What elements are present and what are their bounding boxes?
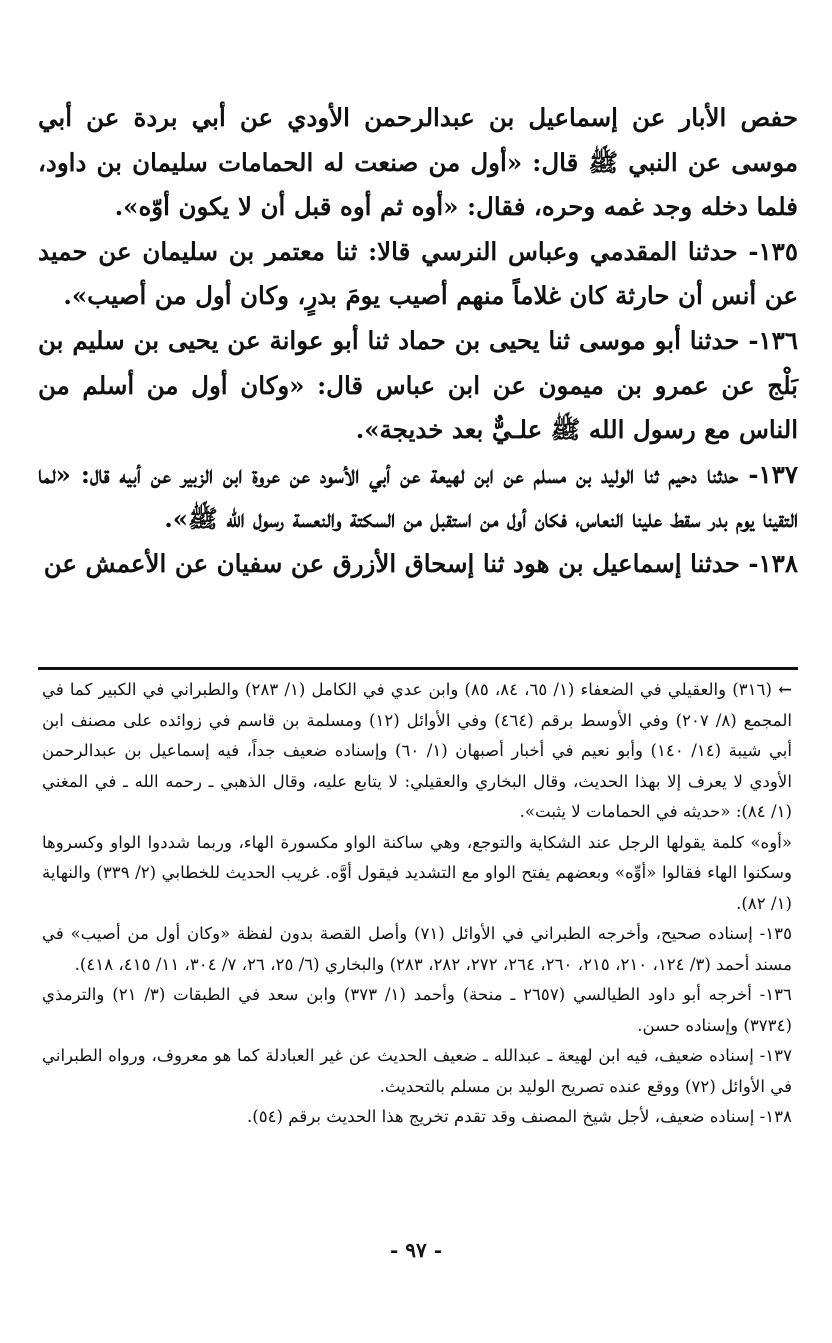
footnote-316 bbox=[42, 674, 792, 828]
footnote-135: ١٣٥- إسناده صحيح، وأخرجه الطبراني في الأوائل (٧١) وأصل القصة بدون لفظة «وكان أول من أصيب» في مسند أحمد (٣/ ١٢٤، ٢١٠، ٢١٥، ٢٦٠، ٢٦٤، ٢٧٢، ٢٨٢، ٢٨٣) والبخاري (٦/ ٢٥، ٢٦، ٧/ ٣٠٤، ١١/ ٤١٥، ٤١٨). bbox=[42, 924, 792, 974]
footnote-137: ١٣٧- إسناده ضعيف، فيه ابن لهيعة ـ عبدالله ـ ضعيف الحديث عن غير العبادلة كما هو معروف، ورواه الطبراني في الأوائل (٧٢) ووقع عنده تصريح الوليد بن مسلم بالتحديث. bbox=[42, 1046, 792, 1096]
footnotes bbox=[42, 674, 792, 1133]
hadith-text: - حدثنا دحيم ثنا الوليد بن مسلم عن ابن لهيعة عن أبي الأسود عن عروة ابن الزبير عن أبيه قال: «لما التقينا يوم بدر سقط علينا النعاس، فكان أول من استقبل من السكتة والنعسة رسول الله ﷺ». bbox=[38, 459, 798, 534]
hadith-138 bbox=[38, 542, 798, 587]
hadith-intro: حفص الأبار عن إسماعيل بن عبدالرحمن الأودي عن أبي بردة عن أبي موسى عن النبي ﷺ قال: «أول من صنعت له الحمامات سليمان بن داود، فلما دخله وجد غمه وحره، فقال: «أوه ثم أوه قبل أن لا يكون أوّه». bbox=[38, 103, 798, 222]
page-number: - ٩٧ - bbox=[389, 1238, 442, 1262]
hadith-number: ١٣٥ bbox=[758, 236, 798, 266]
hadith-text: - حدثنا المقدمي وعباس النرسي قالا: ثنا معتمر بن سليمان عن حميد عن أنس أن حارثة كان غلاماً منهم أصيب يومَ بدرٍ، وكان أول من أصيب». bbox=[38, 236, 798, 311]
hadith-text: - حدثنا أبو موسى ثنا يحيى بن حماد ثنا أبو عوانة عن يحيى بن سليم بن بَلْج عن عمرو بن ميمون عن ابن عباس قال: «وكان أول من أسلم من الناس مع رسول الله ﷺ علـيٌّ بعد خديجة». bbox=[38, 325, 798, 445]
hadith-137 bbox=[38, 453, 798, 542]
continuation-arrow-icon: ← bbox=[778, 679, 792, 699]
hadith-text: - حدثنا إسماعيل بن هود ثنا إسحاق الأزرق عن سفيان عن الأعمش عن bbox=[43, 548, 759, 578]
hadith-number: ١٣٨ bbox=[758, 548, 798, 578]
footnote-divider bbox=[38, 667, 798, 670]
hadith-136 bbox=[38, 319, 798, 453]
footnote-awwah: «أوه» كلمة يقولها الرجل عند الشكاية والتوجع، وهي ساكنة الواو مكسورة الهاء، وربما شددوا الواو وكسروها وسكنوا الهاء فقالوا «أوِّه» وبعضهم يفتح الواو مع التشديد فيقول أوَّه. غريب الحديث للخطابي (٢/ ٣٣٩) والنهاية (١/ ٨٢). bbox=[42, 832, 793, 913]
hadith-number: ١٣٧ bbox=[758, 459, 798, 489]
footnote-138: ١٣٨- إسناده ضعيف، لأجل شيخ المصنف وقد تقدم تخريج هذا الحديث برقم (٥٤). bbox=[246, 1107, 792, 1126]
main-text-body bbox=[38, 96, 798, 587]
hadith-135 bbox=[38, 230, 798, 319]
footnote-136: ١٣٦- أخرجه أبو داود الطيالسي (٢٦٥٧ ـ منحة) وأحمد (١/ ٣٧٣) وابن سعد في الطبقات (٣/ ٢١) والترمذي (٣٧٣٤) وإسناده حسن. bbox=[42, 985, 792, 1035]
footnote-text: (٣١٦) والعقيلي في الضعفاء (١/ ٦٥، ٨٤، ٨٥) وابن عدي في الكامل (١/ ٢٨٣) والطبراني في الكبير كما في المجمع (٨/ ٢٠٧) وفي الأوسط برقم (٤٦٤) وفي الأوائل (١٢) ومسلمة بن قاسم في زوائده على مصنف ابن أبي شيبة (١٤/ ١٤٠) وأبو نعيم في أخبار أصبهان (١/ ٦٠) وإسناده ضعيف جداً، فيه إسماعيل بن عبدالرحمن الأودي لا يعرف إلا بهذا الحديث، وقال البخاري والعقيلي: لا يتابع عليه، وقال الذهبي ـ رحمه الله ـ في المغني (١/ ٨٤): «حديثه في الحمامات لا يثبت». bbox=[42, 680, 793, 821]
hadith-number: ١٣٦ bbox=[758, 325, 798, 355]
